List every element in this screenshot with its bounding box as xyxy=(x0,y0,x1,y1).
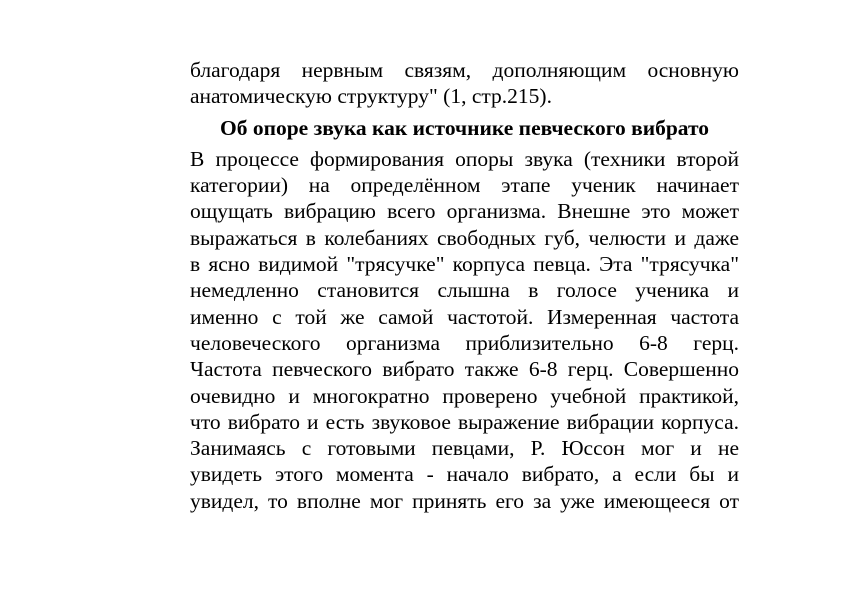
text-line: человеческого организма приблизительно 6-8 герц. xyxy=(190,330,739,355)
text-line: В процессе формирования опоры звука (техники второй xyxy=(190,146,739,171)
text-line: выражаться в колебаниях свободных губ, челюсти и даже xyxy=(190,225,739,250)
text-line: Частота певческого вибрато также 6-8 герц. Совершенно xyxy=(190,357,739,382)
text-line: Занимаясь с готовыми певцами, Р. Юссон мог и не xyxy=(190,436,739,461)
text-line: ощущать вибрацию всего организма. Внешне это может xyxy=(190,199,739,224)
text-line: анатомическую структуру" (1, стр.215). xyxy=(190,84,552,109)
text-line: категории) на определённом этапе ученик начинает xyxy=(190,173,739,198)
paragraph xyxy=(190,146,739,514)
text-line: немедленно становится слышна в голосе ученика и xyxy=(190,278,739,303)
text-block xyxy=(190,57,739,514)
text-line: в ясно видимой "трясучке" корпуса певца. Эта "трясучка" xyxy=(190,252,739,277)
text-line: что вибрато и есть звуковое выражение вибрации корпуса. xyxy=(190,409,739,434)
text-line: увидел, то вполне мог принять его за уже имеющееся от xyxy=(190,488,739,513)
text-line: очевидно и многократно проверено учебной практикой, xyxy=(190,383,739,408)
text-line: именно с той же самой частотой. Измеренная частота xyxy=(190,304,739,329)
text-line: увидеть этого момента - начало вибрато, а если бы и xyxy=(190,462,739,487)
section-heading: Об опоре звука как источнике певческого вибрато xyxy=(219,115,710,140)
text-line: благодаря нервным связям, дополняющим основную xyxy=(190,58,739,82)
